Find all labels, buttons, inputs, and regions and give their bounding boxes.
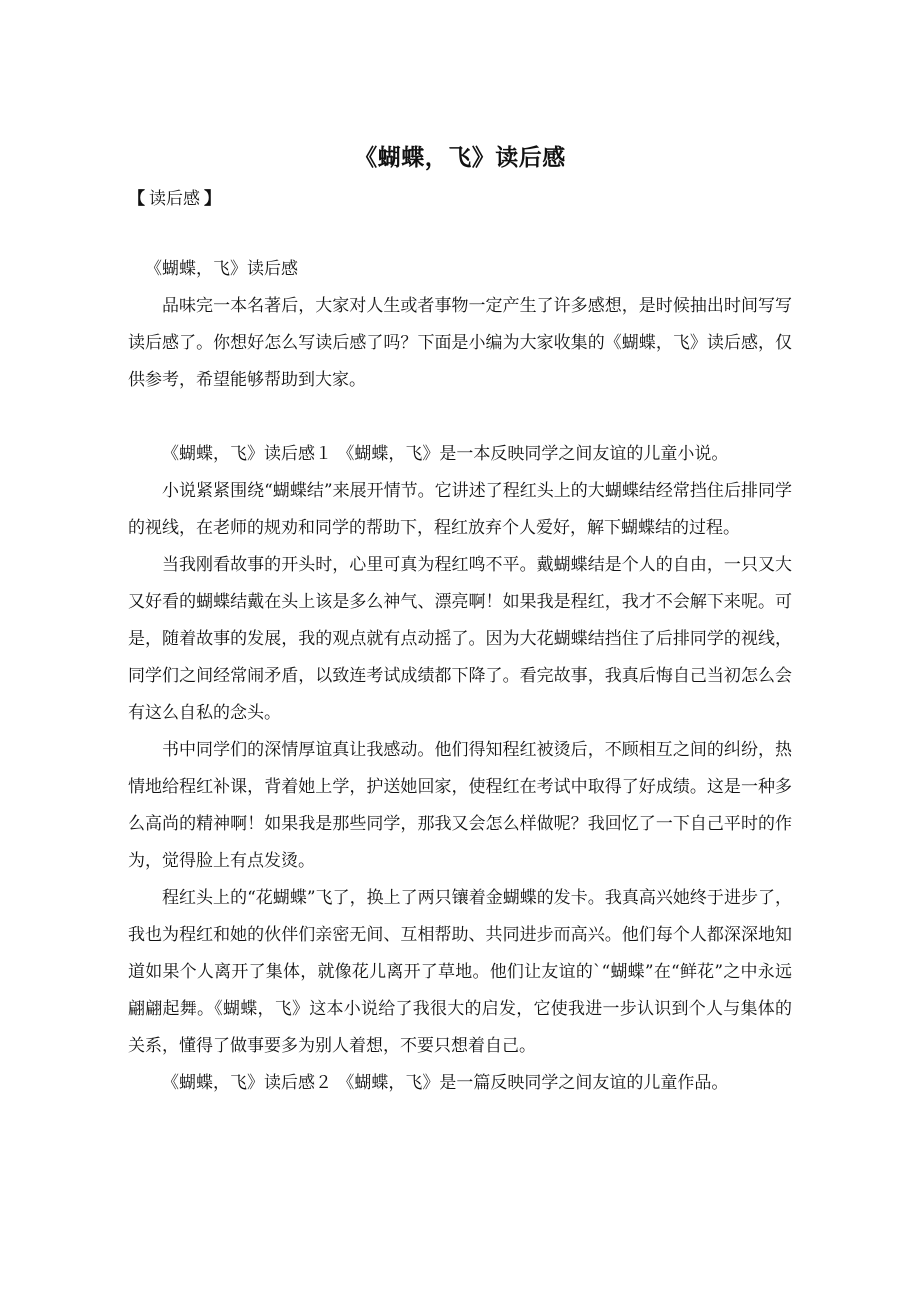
document-body bbox=[128, 251, 792, 1102]
intro-paragraph: 品味完一本名著后，大家对人生或者事物一定产生了许多感想，是时候抽出时间写写读后感了。你想好怎么写读后感了吗？下面是小编为大家收集的《蝴蝶，飞》读后感，仅供参考，希望能够帮助到大家。 bbox=[128, 296, 792, 390]
essay-1-paragraph-plot: 小说紧紧围绕“蝴蝶结”来展开情节。它讲述了程红头上的大蝴蝶结经常挡住后排同学的视线，在老师的规劝和同学的帮助下，程红放弃个人爱好，解下蝴蝶结的过程。 bbox=[128, 481, 792, 538]
essay-1-paragraph-friendship: 书中同学们的深情厚谊真让我感动。他们得知程红被烫后，不顾相互之间的纠纷，热情地给程红补课，背着她上学，护送她回家，使程红在考试中取得了好成绩。这是一种多么高尚的精神啊！如果我是那些同学，那我又会怎么样做呢？我回忆了一下自己平时的作为，觉得脸上有点发烫。 bbox=[128, 740, 792, 871]
section-tag-close-bracket: 】 bbox=[204, 189, 221, 209]
essay-1-paragraph-conclusion: 程红头上的“花蝴蝶”飞了，换上了两只镶着金蝴蝶的发卡。我真高兴她终于进步了，我也为程红和她的伙伴们亲密无间、互相帮助、共同进步而高兴。他们每个人都深深地知道如果个人离开了集体，就像花儿离开了草地。他们让友谊的`“蝴蝶”在“鲜花”之中永远翩翩起舞。《蝴蝶，飞》这本小说给了我很大的启发，它使我进一步认识到个人与集体的关系，懂得了做事要多为别人着想，不要只想着自己。 bbox=[128, 888, 792, 1056]
essay-heading-paragraph: 《蝴蝶，飞》读后感 bbox=[145, 259, 298, 279]
essay-1-paragraph-reaction: 当我刚看故事的开头时，心里可真为程红鸣不平。戴蝴蝶结是个人的自由，一只又大又好看的蝴蝶结戴在头上该是多么神气、漂亮啊！如果我是程红，我才不会解下来呢。可是，随着故事的发展，我的观点就有点动摇了。因为大花蝴蝶结挡住了后排同学的视线，同学们之间经常闹矛盾，以致连考试成绩都下降了。看完故事，我真后悔自己当初怎么会有这么自私的念头。 bbox=[128, 555, 792, 723]
section-tag-label: 读后感 bbox=[149, 189, 200, 209]
document-title: 《蝴蝶，飞》读后感 bbox=[354, 145, 566, 171]
section-tag-open-bracket: 【 bbox=[128, 189, 145, 209]
essay-2-opening-paragraph: 《蝴蝶，飞》读后感２ 《蝴蝶，飞》是一篇反映同学之间友谊的儿童作品。 bbox=[162, 1073, 729, 1093]
section-tag bbox=[128, 186, 221, 212]
essay-1-opening-paragraph: 《蝴蝶，飞》读后感１ 《蝴蝶，飞》是一本反映同学之间友谊的儿童小说。 bbox=[162, 444, 729, 464]
